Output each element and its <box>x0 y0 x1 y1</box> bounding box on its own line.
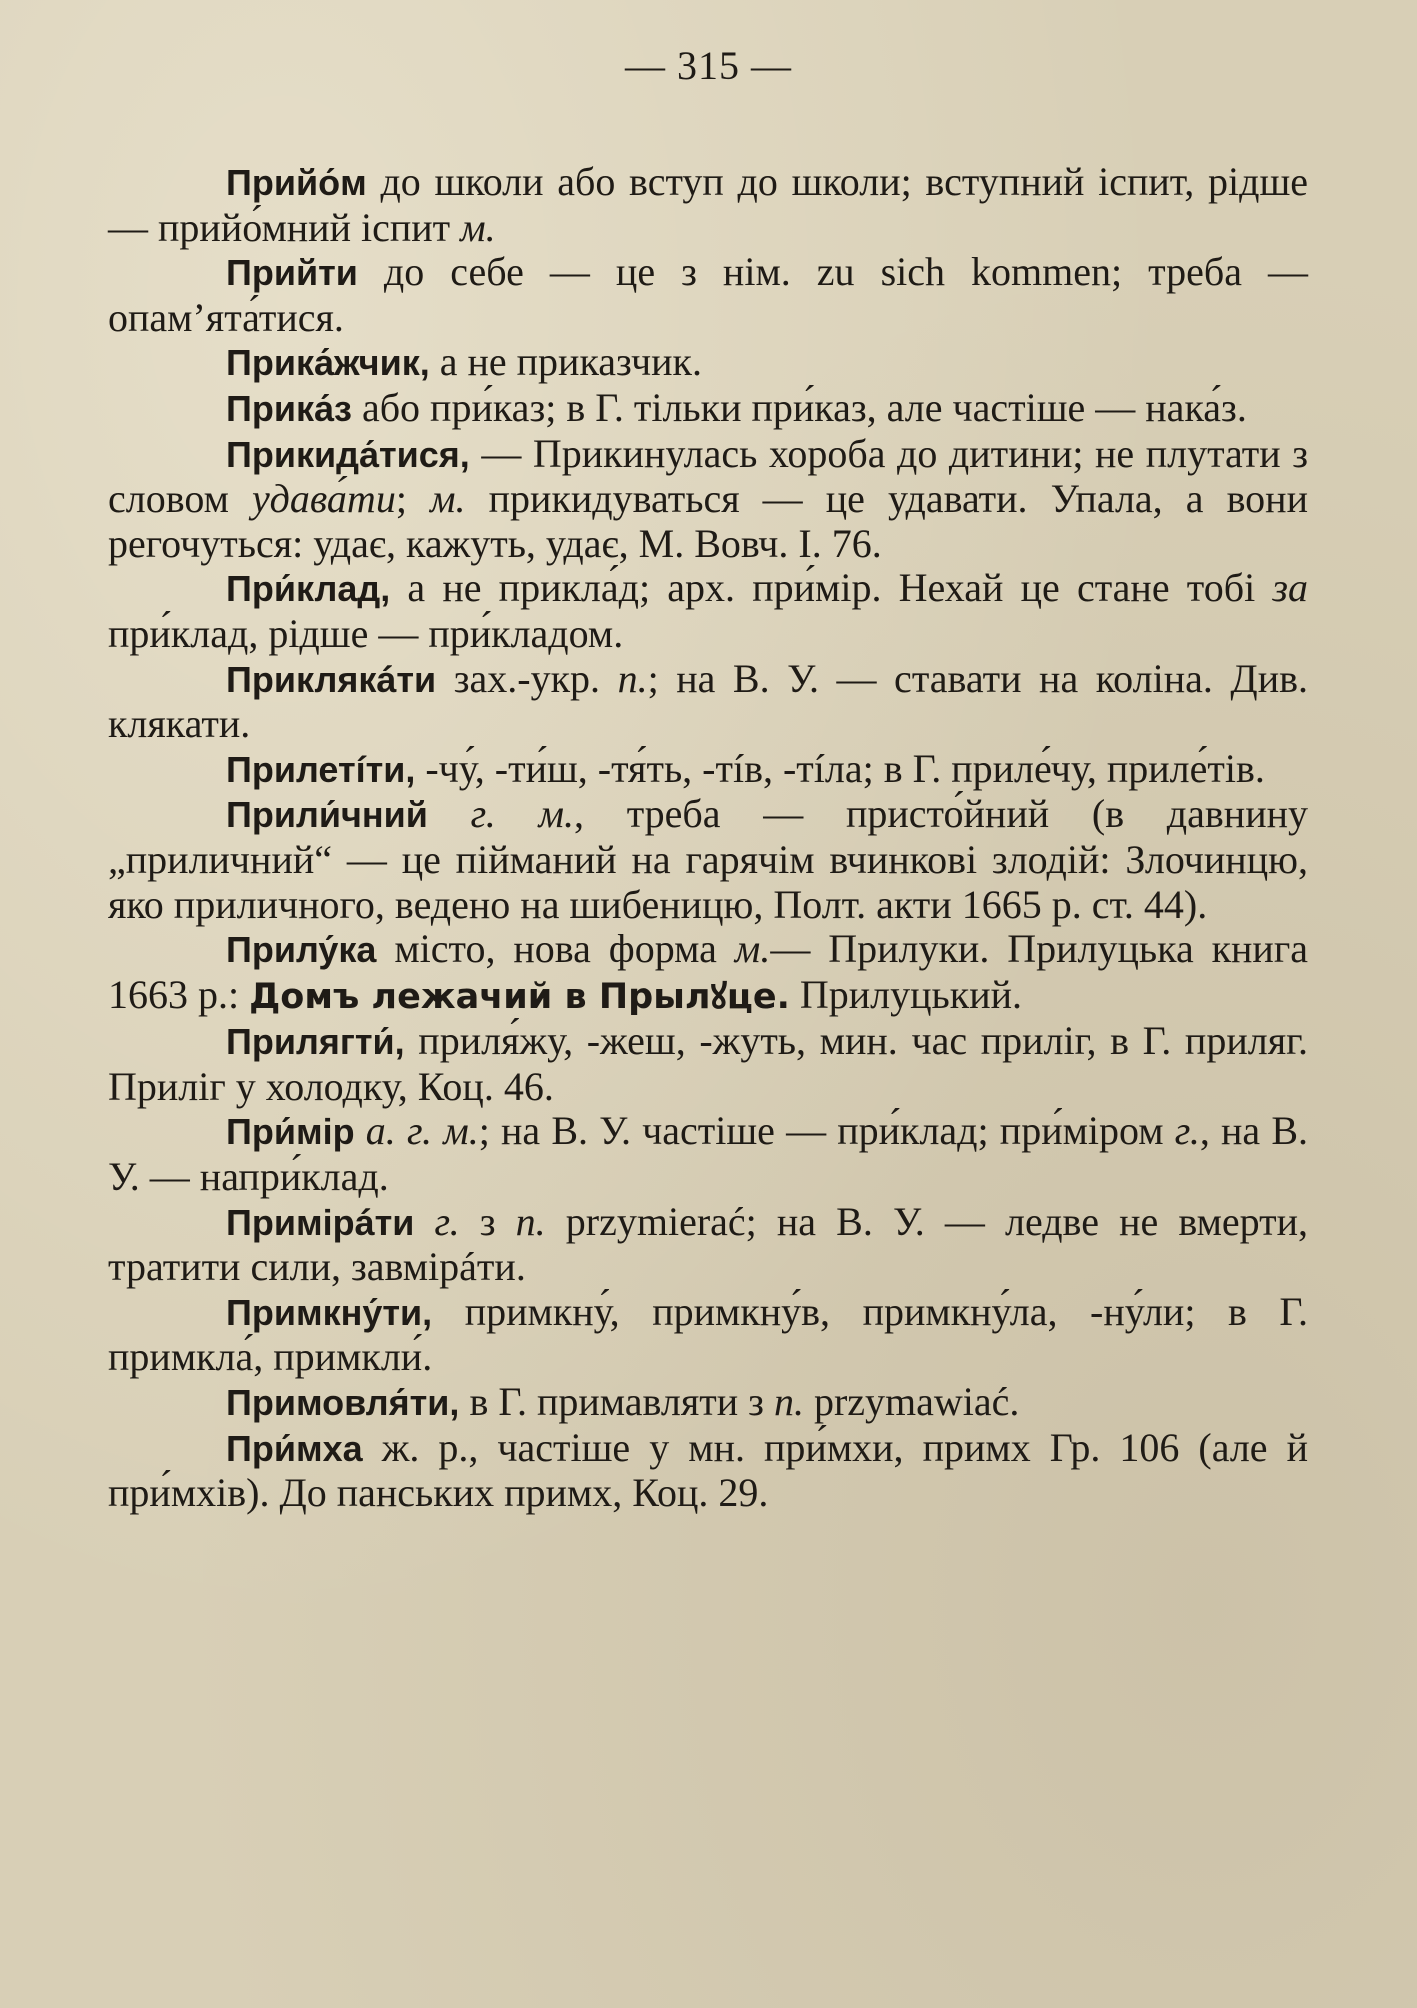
entry-abbreviation: м. <box>460 204 496 250</box>
entry-text: з <box>459 1198 516 1244</box>
entry-headword: Прилягти́, <box>226 1021 405 1063</box>
entry-abbreviation: а. г. м. <box>365 1108 479 1154</box>
dictionary-entry <box>108 1380 1308 1426</box>
entry-abbreviation: удава́ти <box>251 476 396 522</box>
entry-text: зах.-укр. <box>436 655 618 701</box>
entry-abbreviation: г. м. <box>470 791 574 837</box>
entry-text: , на В. У. — напри́клад. <box>108 1108 1309 1200</box>
entry-text: ж. р., частіше у мн. при́мхи, примх Гр. 106 (але й при́мхів). До панських примх, Коц. 29. <box>108 1424 1308 1516</box>
dictionary-entry <box>108 386 1308 432</box>
entry-old-script-quote: Домъ лежачий в Прылꙋце. <box>249 976 790 1017</box>
dictionary-entry <box>108 432 1308 567</box>
entry-text: а не приказчик. <box>429 339 702 385</box>
entry-headword: Прика́з <box>226 387 352 429</box>
entry-abbreviation: м. <box>430 476 466 522</box>
dictionary-entry <box>108 1290 1308 1380</box>
dictionary-entry <box>108 340 1308 386</box>
entry-text: -чу́, -ти́ш, -тя́ть, -тíв, -тíла; в Г. приле́чу, приле́тів. <box>415 745 1265 791</box>
entry-text: при́клад, рідше — при́кладом. <box>108 610 624 656</box>
dictionary-entry <box>108 792 1308 927</box>
entry-text: przymierać; на В. У. — ледве не вмерти, тратити сили, завмірáти. <box>108 1198 1308 1290</box>
entry-headword: При́мха <box>226 1427 363 1469</box>
entry-headword: Примкну́ти, <box>226 1291 433 1333</box>
dictionary-entry <box>108 566 1308 656</box>
entry-text: przymawiać. <box>803 1379 1020 1425</box>
dictionary-entry <box>108 927 1308 1019</box>
entry-headword: Прилу́ка <box>226 929 377 971</box>
entry-text: , треба — присто́йний (в давнину „приличний“ — це пійманий на гарячім вчинкові злодій: Злочинцю, яко приличного, ведено на шибеницю, Полт. акти 1665 р. ст. 44). <box>108 791 1309 927</box>
entry-text: — Прикинулась хороба до дитини; не плутати з словом <box>108 430 1308 522</box>
dictionary-entry <box>108 657 1308 747</box>
entry-headword: При́мір <box>226 1111 355 1153</box>
dictionary-entry <box>108 160 1308 250</box>
entry-text: приля́жу, -жеш, -жуть, мин. час приліг, в Г. приляг. Приліг у холодку, Коц. 46. <box>108 1018 1308 1109</box>
page-number: — 315 — <box>625 43 792 88</box>
entry-text <box>355 1108 366 1153</box>
entry-abbreviation: г. <box>434 1198 460 1244</box>
dictionary-entry <box>108 747 1308 793</box>
entry-text <box>414 1199 434 1244</box>
entry-headword: Примірáти <box>226 1201 415 1243</box>
entry-abbreviation: п. <box>773 1379 804 1425</box>
entry-text: ; <box>395 476 431 522</box>
dictionary-entry <box>108 1109 1308 1199</box>
entry-text: до школи або вступ до школи; вступний іспит, рідше — прийо́мний іспит <box>108 159 1308 250</box>
entry-headword: Прийо́м <box>226 162 367 203</box>
entry-abbreviation: м. <box>734 926 771 972</box>
entry-headword: Прика́жчик, <box>226 342 430 384</box>
entry-text <box>428 791 471 836</box>
entry-text: ; на В. У. частіше — при́клад; при́міром <box>478 1108 1175 1154</box>
dictionary-entry <box>108 1426 1308 1516</box>
entry-text: місто, нова форма <box>376 926 735 972</box>
entry-headword: Прийти <box>226 252 358 294</box>
entry-headword: При́клад, <box>226 568 391 610</box>
entry-text: або при́каз; в Г. тільки при́каз, але частіше — нака́з. <box>351 384 1247 430</box>
entry-headword: Прикида́тися, <box>226 433 470 475</box>
entry-text: — Прилуки. Прилуцька книга 1663 р.: <box>108 926 1308 1017</box>
entry-text: ; на В. У. — ставати на коліна. Див. клякати. <box>108 655 1309 747</box>
entry-headword: Примовля́ти, <box>226 1382 460 1424</box>
entry-text: в Г. примавляти з <box>459 1379 774 1425</box>
dictionary-entries <box>108 160 1308 1516</box>
entry-abbreviation: п. <box>617 655 648 701</box>
dictionary-entry <box>108 1200 1308 1290</box>
entry-text: примкну́, примкну́в, примкну́ла, -ну́ли; в Г. примкла́, примкли́. <box>108 1288 1308 1380</box>
entry-text: до себе — це з нім. zu sich kommen; треба — опам’ята́тися. <box>108 249 1308 340</box>
entry-abbreviation: за <box>1272 565 1308 611</box>
entry-abbreviation: п. <box>515 1198 546 1244</box>
entry-abbreviation: г. <box>1174 1108 1200 1154</box>
dictionary-entry <box>108 1019 1308 1109</box>
entry-headword: Приклякáти <box>226 658 437 700</box>
entry-text: Прилуцький. <box>789 971 1023 1017</box>
entry-text: прикидуваться — це удавати. Упала, а вони регочуться: удає, кажуть, удає, М. Вовч. І. 76. <box>108 476 1308 566</box>
entry-headword: Прилетíти, <box>226 748 416 790</box>
entry-text: а не прикла́д; арх. при́мір. Нехай це стане тобі <box>390 565 1273 611</box>
entry-headword: Прили́чний <box>226 794 428 836</box>
dictionary-entry <box>108 250 1308 340</box>
